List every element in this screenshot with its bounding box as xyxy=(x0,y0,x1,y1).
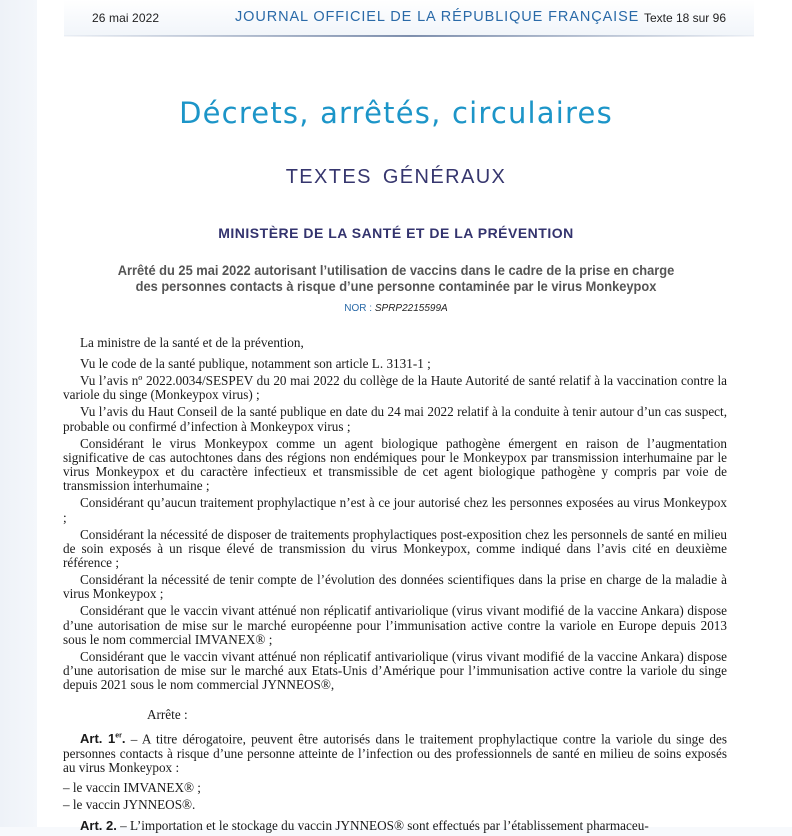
arrete-title-line-2: des personnes contacts à risque d’une personne contaminée par le virus Monkeypox xyxy=(135,279,657,294)
article-1-text: – A titre dérogatoire, peuvent être autorisés dans le traitement prophylactique contre la variole du singe des personnes contacts à risque d’une personne atteinte de l’infection ou des professionnels de santé en milieu de soins exposés au virus Monkeypox : xyxy=(63,731,727,775)
viewer-background-right xyxy=(755,0,792,827)
considerant-paragraph: Considérant que le vaccin vivant atténué non réplicatif antivariolique (virus vivant modifié de la vaccine Ankara) dispose d’une autorisation de mise sur le marché européenne pour l’immunisation active contre la variole en Europe depuis 2013 sous le nom commercial IMVANEX® ; xyxy=(63,603,727,647)
article-1-dot: . xyxy=(121,731,126,747)
considerant-paragraph: Considérant le virus Monkeypox comme un agent biologique pathogène émergent en raison de l’augmentation significative de cas autochtones dans des régions non endémiques pour le Monkeypox par transmission interhumaine par le virus Monkeypox et du caractère infectieux et transmissible de cet agent biologique pathogène y compris par voie de transmission interhumaine ; xyxy=(63,435,727,494)
article-1-label xyxy=(80,731,125,746)
viewer-background-left xyxy=(0,0,37,827)
considerant-paragraph: Considérant la nécessité de tenir compte de l’évolution des données scientifiques dans la prise en charge de la maladie à virus Monkeypox ; xyxy=(63,572,727,602)
header-journal-title: JOURNAL OFFICIEL DE LA RÉPUBLIQUE FRANÇAISE xyxy=(235,9,640,25)
header-text-number: Texte 18 sur 96 xyxy=(643,11,726,25)
intro-paragraph: La ministre de la santé et de la prévention, xyxy=(80,335,304,350)
subsection-title: TEXTES GÉNÉRAUX xyxy=(285,166,507,188)
vaccine-list-item: – le vaccin IMVANEX® ; xyxy=(63,780,201,796)
arrete-word: Arrête : xyxy=(147,706,188,722)
arrete-title-line-1: Arrêté du 25 mai 2022 autorisant l’utilisation de vaccins dans le cadre de la prise en charge xyxy=(117,263,675,278)
nor-value: SPRP2215599A xyxy=(374,303,448,314)
ministry-heading: MINISTÈRE DE LA SANTÉ ET DE LA PRÉVENTION xyxy=(218,225,574,241)
article-2 xyxy=(63,819,727,833)
visa-paragraph: Vu le code de la santé publique, notamment son article L. 3131-1 ; xyxy=(80,356,431,372)
page-header xyxy=(64,0,754,36)
header-date: 26 mai 2022 xyxy=(92,11,160,25)
vaccine-list-item: – le vaccin JYNNEOS®. xyxy=(63,797,196,813)
article-1-sup: er xyxy=(115,732,122,740)
section-title: Décrets, arrêtés, circulaires xyxy=(179,96,613,130)
considerant-paragraph: Considérant que le vaccin vivant atténué non réplicatif antivariolique (virus vivant modifié de la vaccine Ankara) dispose d’une autorisation de mise sur le marché aux Etats-Unis d’Amérique pour l’immunisation active contre la variole du singe depuis 2021 sous le nom commercial JYNNEOS®, xyxy=(63,648,727,693)
document-page xyxy=(37,0,755,833)
document-body xyxy=(63,336,727,836)
visa-paragraph: Vu l’avis du Haut Conseil de la santé publique en date du 24 mai 2022 relatif à la conduite à tenir autour d’un cas suspect, probable ou confirmé d’infection à Monkeypox virus ; xyxy=(63,404,727,434)
article-2-label: Art. 2. xyxy=(80,817,117,833)
nor-label: NOR : xyxy=(344,303,375,314)
arrete-title xyxy=(51,263,740,295)
considerant-paragraph: Considérant qu’aucun traitement prophylactique n’est à ce jour autorisé chez les personnes exposées au virus Monkeypox ; xyxy=(63,495,727,525)
header-divider xyxy=(64,35,754,37)
article-2-text: – L’importation et le stockage du vaccin JYNNEOS® sont effectués par l’établissement pharmaceu- xyxy=(116,817,649,833)
article-1-number: Art. 1 xyxy=(80,731,116,747)
article-1 xyxy=(63,730,727,775)
visa-paragraph: Vu l’avis nº 2022.0034/SESPEV du 20 mai 2022 du collège de la Haute Autorité de santé relatif à la vaccination contre la variole du singe (Monkeypox virus) ; xyxy=(63,373,727,403)
considerant-paragraph: Considérant la nécessité de disposer de traitements prophylactiques post-exposition chez les personnels de santé en milieu de soin exposés à un risque élevé de transmission du virus Monkeypox, comme indiqué dans l’avis cité en deuxième référence ; xyxy=(63,526,727,571)
nor-reference xyxy=(37,303,755,314)
